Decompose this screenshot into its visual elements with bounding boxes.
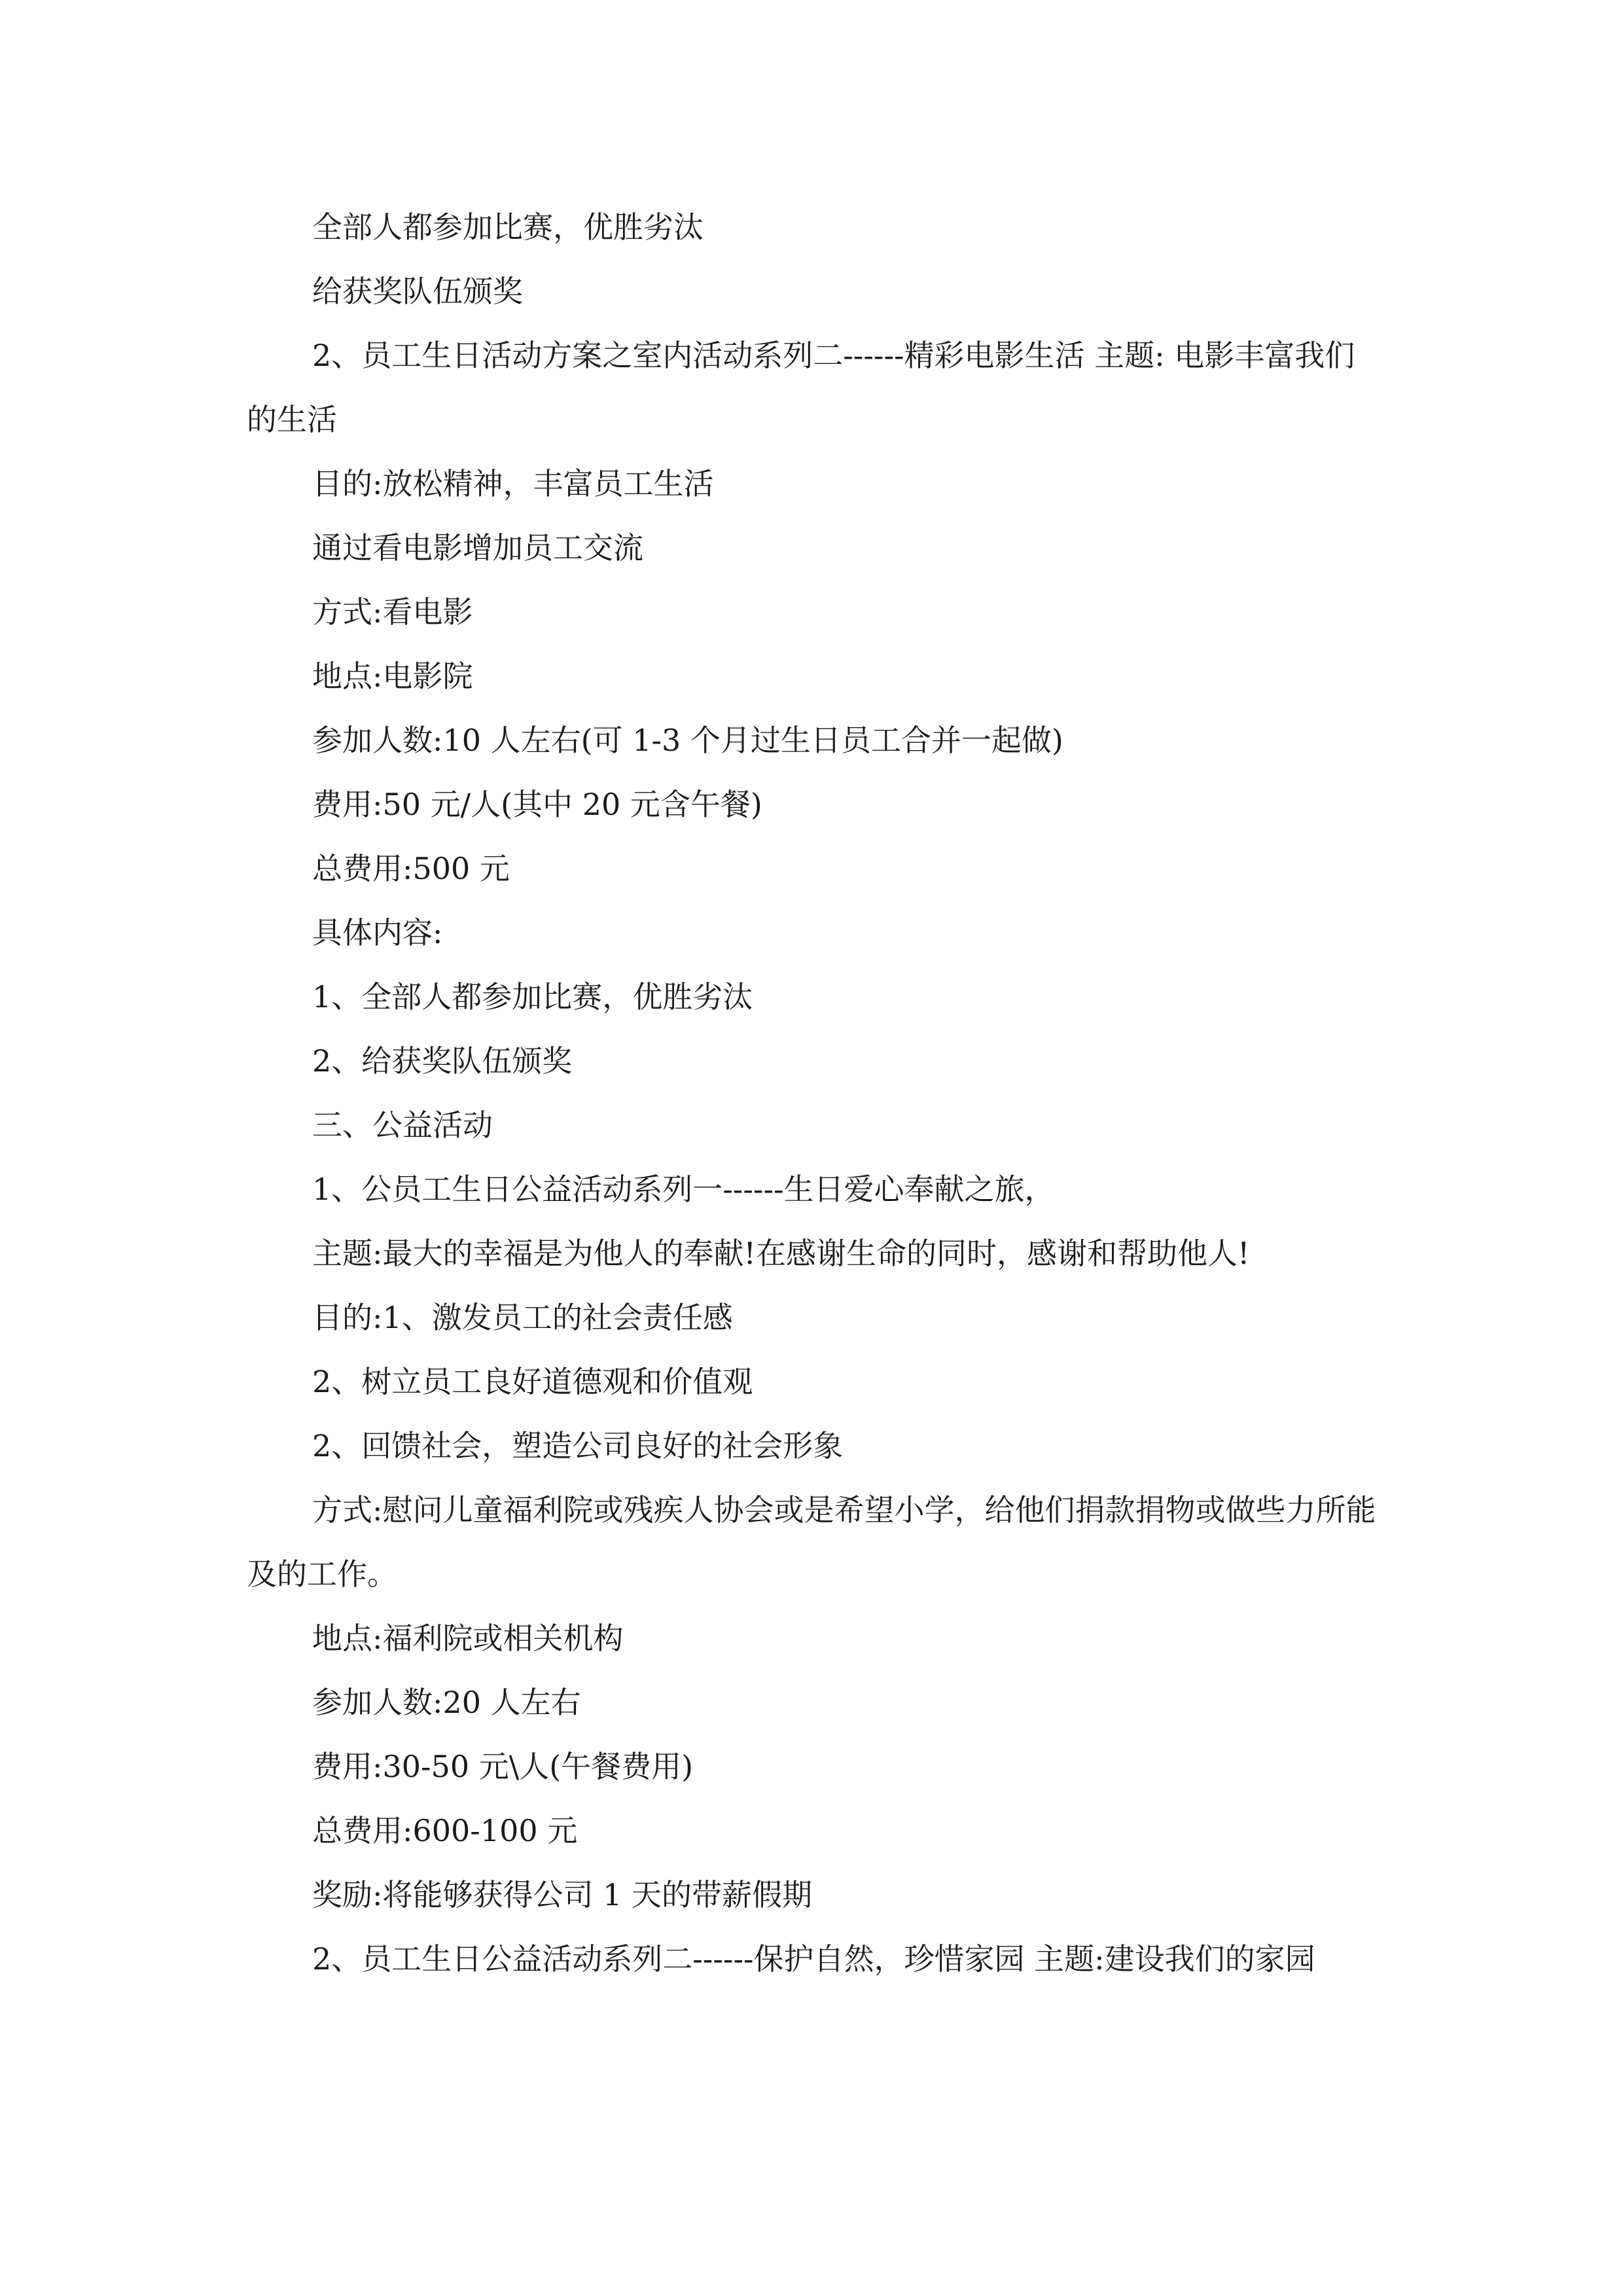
paragraph: 1、全部人都参加比赛，优胜劣汰: [312, 979, 753, 1014]
paragraph: 2、树立员工良好道德观和价值观: [312, 1364, 753, 1399]
paragraph: 参加人数:20 人左右: [312, 1685, 581, 1720]
paragraph: 地点:电影院: [312, 658, 473, 694]
paragraph: 目的:放松精神，丰富员工生活: [312, 466, 714, 501]
paragraph: 2、回馈社会，塑造公司良好的社会形象: [312, 1428, 844, 1463]
paragraph: 通过看电影增加员工交流: [312, 530, 643, 565]
paragraph: 方式:慰问儿童福利院或残疾人协会或是希望小学，给他们捐款捐物或做些力所能及的工作。: [247, 1492, 1376, 1592]
paragraph: 主题:最大的幸福是为他人的奉献!在感谢生命的同时，感谢和帮助他人!: [312, 1236, 1250, 1271]
paragraph: 方式:看电影: [312, 594, 473, 630]
paragraph: 1、公员工生日公益活动系列一------生日爱心奉献之旅，: [312, 1172, 1055, 1207]
paragraph: 费用:50 元/人(其中 20 元含午餐): [312, 787, 762, 822]
document-body: [247, 195, 1379, 1991]
paragraph: 总费用:500 元: [312, 851, 510, 886]
paragraph: 奖励:将能够获得公司 1 天的带薪假期: [312, 1877, 813, 1912]
paragraph: 2、员工生日公益活动系列二------保护自然，珍惜家园 主题:建设我们的家园: [312, 1941, 1315, 1977]
paragraph: 地点:福利院或相关机构: [312, 1621, 624, 1656]
paragraph: 总费用:600-100 元: [312, 1813, 578, 1848]
paragraph: 全部人都参加比赛，优胜劣汰: [312, 209, 704, 245]
paragraph: 给获奖队伍颁奖: [312, 274, 523, 309]
paragraph: 费用:30-50 元\人(午餐费用): [312, 1749, 694, 1784]
section-heading: 三、公益活动: [312, 1107, 493, 1143]
paragraph: 目的:1、激发员工的社会责任感: [312, 1300, 733, 1335]
paragraph: 参加人数:10 人左右(可 1-3 个月过生日员工合并一起做): [312, 723, 1063, 758]
paragraph: 具体内容:: [312, 915, 443, 950]
paragraph: 2、员工生日活动方案之室内活动系列二------精彩电影生活 主题: 电影丰富我们的生活: [247, 338, 1355, 437]
paragraph: 2、给获奖队伍颁奖: [312, 1043, 573, 1079]
